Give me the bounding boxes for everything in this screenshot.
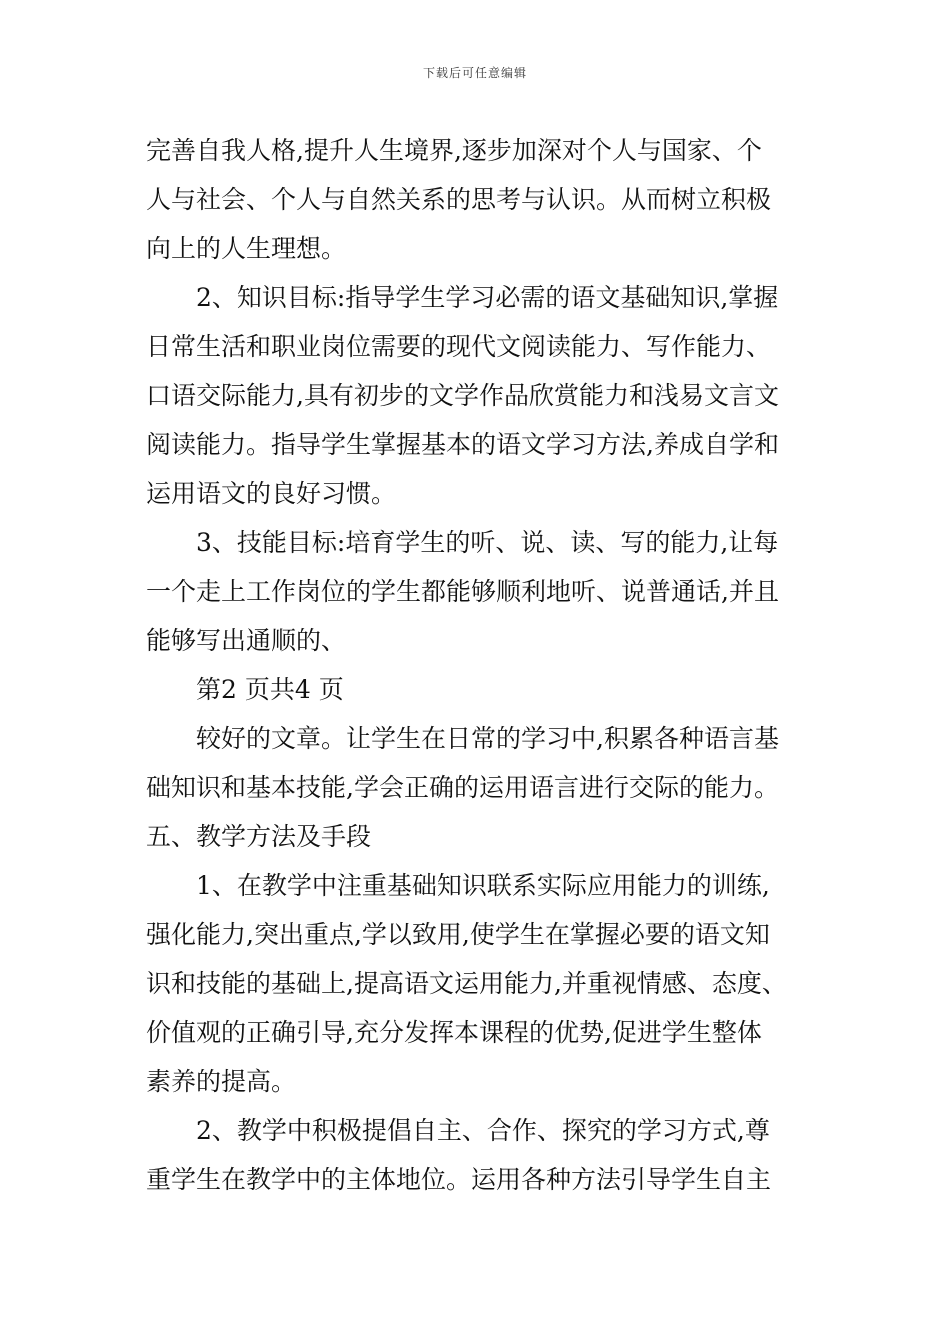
text-line: 1、在教学中注重基础知识联系实际应用能力的训练,: [196, 871, 770, 900]
text-line: 2、知识目标:指导学生学习必需的语文基础知识,掌握: [196, 283, 779, 312]
section-heading: 五、教学方法及手段: [146, 822, 372, 851]
text-line: 础知识和基本技能,学会正确的运用语言进行交际的能力。: [146, 773, 779, 802]
text-line: 一个走上工作岗位的学生都能够顺利地听、说普通话,并且: [146, 577, 779, 606]
text-line: 价值观的正确引导,充分发挥本课程的优势,促进学生整体: [146, 1018, 762, 1047]
text-line: 重学生在教学中的主体地位。运用各种方法引导学生自主: [146, 1165, 772, 1194]
text-line: 3、技能目标:培育学生的听、说、读、写的能力,让每: [196, 528, 779, 557]
text-line: 人与社会、个人与自然关系的思考与认识。从而树立积极: [146, 185, 772, 214]
text-line: 2、教学中积极提倡自主、合作、探究的学习方式,尊: [196, 1116, 770, 1145]
text-line: 素养的提高。: [146, 1067, 297, 1096]
text-line: 较好的文章。让学生在日常的学习中,积累各种语言基: [196, 724, 779, 753]
text-line: 向上的人生理想。: [146, 234, 347, 263]
page-number: 第2 页共4 页: [196, 675, 344, 704]
text-line: 阅读能力。指导学生掌握基本的语文学习方法,养成自学和: [146, 430, 779, 459]
text-line: 日常生活和职业岗位需要的现代文阅读能力、写作能力、: [146, 332, 772, 361]
text-line: 口语交际能力,具有初步的文学作品欣赏能力和浅易文言文: [146, 381, 779, 410]
text-line: 识和技能的基础上,提高语文运用能力,并重视情感、态度、: [146, 969, 787, 998]
document-body: [146, 126, 818, 1204]
text-line: 能够写出通顺的、: [146, 626, 347, 655]
text-line: 完善自我人格,提升人生境界,逐步加深对个人与国家、个: [146, 136, 762, 165]
text-line: 强化能力,突出重点,学以致用,使学生在掌握必要的语文知: [146, 920, 770, 949]
page-header: 下载后可任意编辑: [422, 66, 527, 80]
text-line: 运用语文的良好习惯。: [146, 479, 397, 508]
